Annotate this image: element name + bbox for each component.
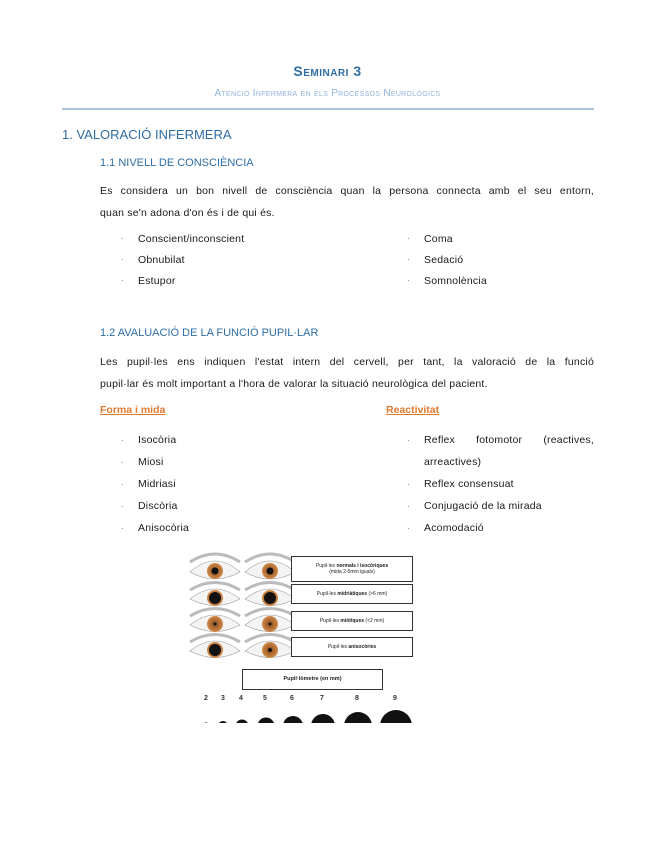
gauge-number: 4: [239, 695, 243, 702]
eye-pair-miotic: [190, 609, 295, 633]
bullet-icon: ·: [121, 276, 124, 285]
label-miotic-pupils: Pupil·les miòtiques (<2 mm): [291, 611, 413, 631]
label-anisocoric-pupils: Pupil·les anisocòries: [291, 637, 413, 657]
pupils-paragraph: [100, 351, 594, 395]
bullet-icon: ·: [407, 501, 410, 511]
document-subtitle: Atenció Infermera en els Processos Neurològics: [214, 88, 441, 99]
gauge-circle-6mm: [283, 716, 303, 723]
gauge-number: 2: [204, 695, 208, 702]
column-title-reactivity: Reactivitat: [386, 404, 440, 416]
column-title-shape: Forma i mida: [100, 404, 166, 416]
list-item: · Conjugació de la mirada: [407, 500, 542, 512]
gauge-number: 6: [290, 695, 294, 702]
pupillometer-gauge: [195, 705, 425, 723]
list-item-continuation: arreactives): [424, 456, 482, 468]
shape-list: [121, 429, 189, 539]
label-normal-pupils: Pupil·les normals i isocòriques (mida 2-5mm iguals): [291, 556, 413, 582]
gauge-circle-7mm: [311, 714, 335, 723]
bullet-icon: ·: [121, 523, 124, 533]
header-divider: [62, 108, 594, 110]
document-title: Seminari 3: [293, 63, 362, 79]
gauge-circle-9mm: [380, 710, 412, 723]
paragraph-line: Les pupil·les ens indiquen l'estat intern del cervell, per tant, la valoració de la funció: [100, 356, 594, 368]
list-item: · Somnolència: [407, 274, 487, 287]
eye-pair-mydriatic: [190, 583, 295, 607]
list-item: · Anisocòria: [121, 522, 190, 534]
bullet-icon: ·: [407, 435, 410, 445]
gauge-number: 9: [393, 695, 397, 702]
gauge-number: 7: [320, 695, 324, 702]
bullet-icon: ·: [407, 255, 410, 264]
subsection-heading-pupils: 1.2 AVALUACIÓ DE LA FUNCIÓ PUPIL·LAR: [100, 327, 319, 339]
reactivity-list: [407, 429, 594, 539]
paragraph-line: Es considera un bon nivell de consciència quan la persona connecta amb el seu entorn,: [100, 185, 594, 197]
subsection-heading-consciousness: 1.1 NIVELL DE CONSCIÈNCIA: [100, 157, 254, 169]
bullet-icon: ·: [121, 457, 124, 467]
paragraph-line: quan se'n adona d'on és i de qui és.: [100, 207, 275, 219]
gauge-number: 3: [221, 695, 225, 702]
pupillometer-circles: [195, 705, 425, 723]
list-item: · Sedació: [407, 253, 464, 266]
pupillometer-label: Pupil·lòmetre (en mm): [242, 669, 383, 690]
section-heading: 1. VALORACIÓ INFERMERA: [62, 127, 232, 142]
list-item: · Isocòria: [121, 434, 177, 446]
bullet-icon: ·: [407, 276, 410, 285]
eye-pair-normal: [190, 554, 295, 579]
list-item: · Discòria: [121, 500, 178, 512]
consciousness-list-right: [407, 228, 487, 291]
list-item: · Coma: [407, 232, 453, 245]
list-item: · Miosi: [121, 456, 164, 468]
eye-pair-anisocoric: [190, 635, 295, 659]
gauge-circle-5mm: [258, 718, 275, 724]
bullet-icon: ·: [121, 255, 124, 264]
bullet-icon: ·: [121, 479, 124, 489]
label-mydriatic-pupils: Pupil·les midriàtiques (>6 mm): [291, 584, 413, 604]
list-item: · Midriasi: [121, 478, 176, 490]
gauge-circle-3mm: [218, 721, 228, 723]
gauge-number: 5: [263, 695, 267, 702]
list-item: · Acomodació: [407, 522, 484, 534]
bullet-icon: ·: [121, 435, 124, 445]
bullet-icon: ·: [407, 479, 410, 489]
bullet-icon: ·: [407, 523, 410, 533]
gauge-circle-8mm: [344, 712, 372, 723]
consciousness-list-left: [121, 228, 244, 291]
paragraph-line: pupil·lar és molt important a l'hora de valorar la situació neurològica del pacient.: [100, 378, 488, 390]
consciousness-paragraph: [100, 180, 594, 224]
list-item: · Estupor: [121, 274, 176, 287]
bullet-icon: ·: [121, 234, 124, 243]
list-item: · Reflex fotomotor (reactives,: [407, 434, 594, 446]
gauge-circle-4mm: [236, 720, 249, 724]
list-item: · Conscient/inconscient: [121, 232, 245, 245]
list-item: · Reflex consensuat: [407, 478, 514, 490]
bullet-icon: ·: [121, 501, 124, 511]
gauge-circle-2mm: [203, 723, 210, 724]
gauge-number: 8: [355, 695, 359, 702]
list-item: · Obnubilat: [121, 253, 185, 266]
bullet-icon: ·: [407, 234, 410, 243]
